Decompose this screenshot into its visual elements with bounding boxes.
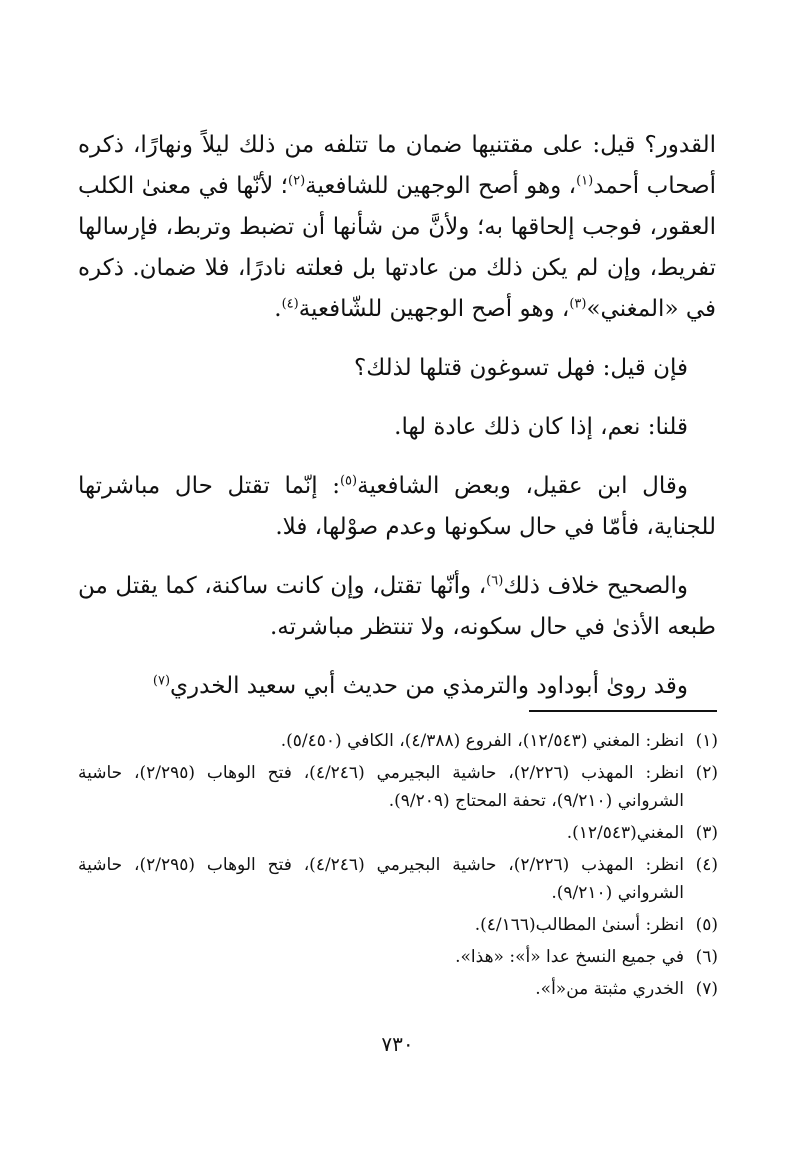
footnote-ref-5: (٥) <box>339 473 358 489</box>
footnote-2-text: انظر: المهذب (٢/٢٢٦)، حاشية البجيرمي (٤/٢٤٦)، فتح الوهاب (٢/٢٩٥)، حاشية الشرواني (٩/٢١٠)، تحفة المحتاج (٩/٢٠٩). <box>78 763 684 811</box>
footnote-5-number: (٥) <box>695 915 718 935</box>
footnotes <box>78 727 718 1007</box>
paragraph-6-text-a: وقد روىٰ أبوداود والترمذي من حديث أبي سعيد الخدري <box>170 673 688 699</box>
paragraph-5-text-b: ، وأنّها تقتل، وإن كانت ساكنة، كما يقتل من طبعه الأذىٰ في حال سكونه، ولا تنتظر مباشرته. <box>78 573 716 640</box>
paragraph-1-text-e: . <box>274 296 282 322</box>
footnote-ref-6: (٦) <box>486 573 504 589</box>
paragraph-5-text-a: والصحيح خلاف ذلك <box>503 573 688 599</box>
footnote-3-number: (٣) <box>695 823 718 843</box>
paragraph-1-text-c: ؛ لأنّها في معنىٰ الكلب العقور، فوجب إلحاقها به؛ ولأنَّ من شأنها أن تضبط وتربط، فإرسالها تفريط، وإن لم يكن ذلك من عادتها بل فعلته نادرًا، فلا ضمان. ذكره في «المغني» <box>78 173 716 322</box>
footnote-5-text: انظر: أسنىٰ المطالب(٤/١٦٦). <box>474 915 684 935</box>
footnote-4-text: انظر: المهذب (٢/٢٢٦)، حاشية البجيرمي (٤/٢٤٦)، فتح الوهاب (٢/٢٩٥)، حاشية الشرواني (٩/٢١٠). <box>78 855 684 903</box>
footnote-1-number: (١) <box>695 731 718 751</box>
footnote-ref-2: (٢) <box>288 173 306 189</box>
footnote-5 <box>78 911 718 939</box>
footnote-separator <box>529 710 717 712</box>
paragraph-5 <box>78 566 716 648</box>
page-number: ٧٣٠ <box>381 1032 414 1056</box>
footnote-6-text: في جميع النسخ عدا «أ»: «هذا». <box>455 947 684 967</box>
footnote-7-text: الخدري مثبتة من«أ». <box>535 979 684 999</box>
paragraph-4-text-b: : إنّما تقتل حال مباشرتها للجناية، فأمّا في حال سكونها وعدم صوْلها، فلا. <box>78 473 716 540</box>
footnote-ref-3: (٣) <box>569 296 587 312</box>
footnote-ref-1: (١) <box>576 173 594 189</box>
paragraph-1 <box>78 125 716 330</box>
footnote-3-text: المغني(١٢/٥٤٣). <box>566 823 684 843</box>
footnote-2 <box>78 759 718 815</box>
footnote-1 <box>78 727 718 755</box>
footnote-ref-4: (٤) <box>281 296 299 312</box>
paragraph-4-text-a: وقال ابن عقيل، وبعض الشافعية <box>357 473 688 499</box>
footnote-6-number: (٦) <box>695 947 718 967</box>
paragraph-4 <box>78 466 716 548</box>
footnote-6 <box>78 943 718 971</box>
footnote-4-number: (٤) <box>695 855 718 875</box>
footnote-4 <box>78 851 718 907</box>
paragraph-1-text-b: ، وهو أصح الوجهين للشافعية <box>305 173 577 199</box>
paragraph-3 <box>78 407 716 448</box>
footnote-1-text: انظر: المغني (١٢/٥٤٣)، الفروع (٤/٣٨٨)، الكافي (٥/٤٥٠). <box>280 731 684 751</box>
paragraph-2-text: فإن قيل: فهل تسوغون قتلها لذلك؟ <box>353 355 688 381</box>
main-text <box>78 125 716 725</box>
footnote-3 <box>78 819 718 847</box>
paragraph-1-text-d: ، وهو أصح الوجهين للشّافعية <box>298 296 570 322</box>
paragraph-1-text-a: القدور؟ قيل: على مقتنيها ضمان ما تتلفه من ذلك ليلاً ونهارًا، ذكره أصحاب أحمد <box>78 132 716 199</box>
footnote-ref-7: (٧) <box>152 673 171 689</box>
footnote-7 <box>78 975 718 1003</box>
footnote-2-number: (٢) <box>695 763 718 783</box>
footnote-7-number: (٧) <box>695 979 718 999</box>
paragraph-3-text: قلنا: نعم، إذا كان ذلك عادة لها. <box>394 414 688 440</box>
paragraph-6 <box>78 666 716 707</box>
paragraph-2 <box>78 348 716 389</box>
